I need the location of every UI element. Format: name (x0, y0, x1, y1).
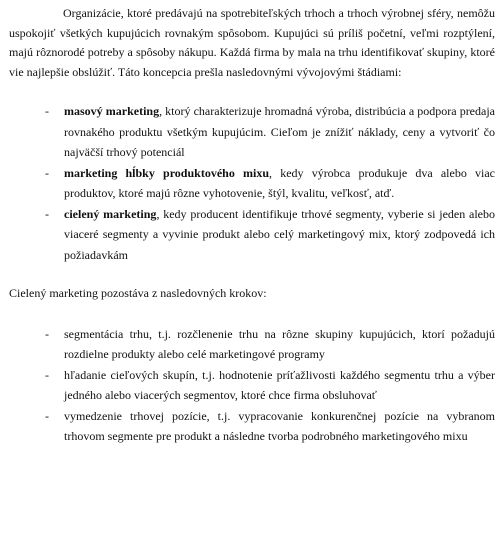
list-item (9, 365, 495, 406)
dash-bullet: - (45, 367, 49, 382)
step-text: segmentácia trhu, t.j. rozčlenenie trhu na rôzne skupiny kupujúcich, ktorí požadujú rozdielne produkty alebo celé marketingové programy (64, 326, 495, 361)
stage-term: masový marketing (64, 104, 160, 118)
list-item (9, 204, 495, 266)
stage-term: cielený marketing (64, 206, 157, 221)
dash-bullet: - (45, 165, 49, 180)
dash-bullet: - (45, 104, 49, 118)
stage-term: marketing hĺbky produktového mixu (64, 165, 270, 180)
step-text: vymedzenie trhovej pozície, t.j. vypracovanie konkurenčnej pozície na vybranom trhovom segmente pre produkt a následne tvorba podrobného marketingového mixu (64, 408, 495, 443)
steps-list (9, 324, 495, 447)
document-page (9, 4, 495, 447)
intro-paragraph: Organizácie, ktoré predávajú na spotrebiteľských trhoch a trhoch výrobnej sféry, nemôžu uspokojiť všetkých kupujúcich rovnakým spôsobom. Kupujúci sú príliš početní, veľmi rozptýlení, majú rôznorodé potreby a spôsoby nákupu. Každá firma by mala na trhu identifikovať skupiny, ktoré vie najlepšie obslúžiť. Táto koncepcia prešla nasledovnými vývojovými štádiami: (9, 6, 495, 79)
dash-bullet: - (45, 326, 49, 341)
dash-bullet: - (45, 408, 49, 423)
list-item (9, 406, 495, 447)
steps-intro: Cielený marketing pozostáva z nasledovných krokov: (9, 286, 267, 300)
list-item (9, 101, 495, 163)
list-item (9, 163, 495, 204)
list-item (9, 324, 495, 365)
stages-list (9, 101, 495, 265)
dash-bullet: - (45, 206, 49, 221)
step-text: hľadanie cieľových skupín, t.j. hodnotenie príťažlivosti každého segmentu trhu a výber jedného alebo viacerých segmentov, ktoré chce firma obsluhovať (64, 367, 495, 402)
stage-text: , kedy producent identifikuje trhové segmenty, vyberie si jeden alebo viaceré segmenty a vyvinie produkt alebo celý marketingový mix, ktorý zodpovedá ich požiadavkám (64, 206, 495, 262)
stage-text: , kedy výrobca produkuje dva alebo viac produktov, ktoré majú rôzne vyhotovenie, štýl, kvalitu, veľkosť, atď. (64, 165, 495, 200)
stage-text: , ktorý charakterizuje hromadná výroba, distribúcia a podpora predaja rovnakého produktu všetkým kupujúcim. Cieľom je znížiť náklady, ceny a vytvoriť čo najväčší trhový potenciál (64, 104, 495, 159)
